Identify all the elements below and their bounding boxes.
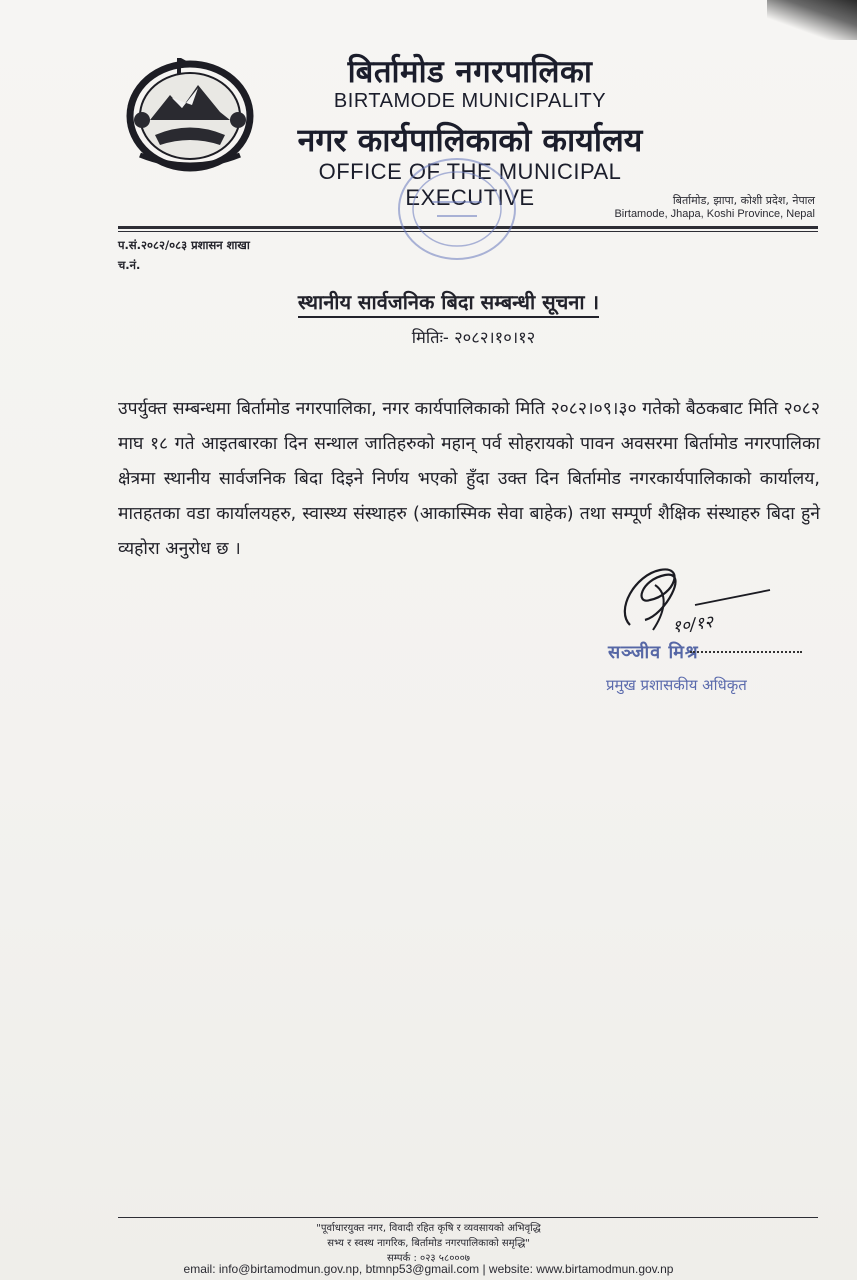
dispatch-number: च.नं. [118, 258, 141, 272]
municipality-name-en: BIRTAMODE MUNICIPALITY [333, 90, 607, 112]
office-stamp-icon [392, 152, 522, 267]
signature-dotted-line [690, 651, 802, 653]
notice-date [0, 325, 857, 348]
page-corner-shadow [767, 0, 857, 40]
footer-contact: email: info@birtamodmun.gov.np, btmnp53@gmail.com | website: www.birtamodmun.gov.np [183, 1262, 674, 1276]
signer-title: प्रमुख प्रशासकीय अधिकृत [606, 676, 747, 694]
notice-title-text: स्थानीय सार्वजनिक बिदा सम्बन्धी सूचना । [298, 290, 599, 318]
signature-date: १०/१२ [671, 612, 715, 638]
office-name-np: नगर कार्यपालिकाको कार्यालय [297, 121, 643, 159]
reference-number: प.सं.२०८२/०८३ प्रशासन शाखा [118, 238, 250, 252]
notice-body: उपर्युक्त सम्बन्धमा बिर्तामोड नगरपालिका, नगर कार्यपालिकाको मिति २०८२।०९।३० गतेको बैठकबाट मिति २०८२ माघ १८ गते आइतबारका दिन सन्थाल जातिहरुको महान् पर्व सोहरायको पावन अवसरमा बिर्तामोड नगरपालिका क्षेत्रमा स्थानीय सार्वजनिक बिदा दिइने निर्णय भएको हुँदा उक्त दिन बिर्तामोड नगरकार्यपालिकाको कार्यालय, मातहतका वडा कार्यालयहरु, स्वास्थ्य संस्थाहरु (आकास्मिक सेवा बाहेक) तथा सम्पूर्ण शैक्षिक संस्थाहरु बिदा हुने व्यहोरा अनुरोध छ । [118, 399, 820, 559]
footer-slogan-line1: "पूर्वाधारयुक्त नगर, विवादी रहित कृषि र व्यवसायको अभिवृद्धि [316, 1223, 541, 1234]
office-name-en: OFFICE OF THE MUNICIPAL EXECUTIVE [318, 159, 622, 210]
municipality-name-np: बिर्तामोड नगरपालिका [347, 54, 593, 90]
nepal-emblem-icon [120, 50, 260, 175]
footer-slogan-line2: सभ्य र स्वस्थ नागरिक, बिर्तामोड नगरपालिकाको समृद्धि" [327, 1238, 530, 1249]
notice-title [0, 288, 857, 315]
signer-name: सञ्जीव मिश्र [608, 642, 699, 663]
footer-phone: सम्पर्क : ०२३ ५८०००७ [386, 1253, 470, 1264]
address-en: Birtamode, Jhapa, Koshi Province, Nepal [614, 208, 815, 220]
footer-rule [118, 1217, 818, 1218]
address-np: बिर्तामोड, झापा, कोशी प्रदेश, नेपाल [672, 194, 815, 207]
notice-date-text: मितिः- २०८२।१०।१२ [411, 328, 536, 347]
